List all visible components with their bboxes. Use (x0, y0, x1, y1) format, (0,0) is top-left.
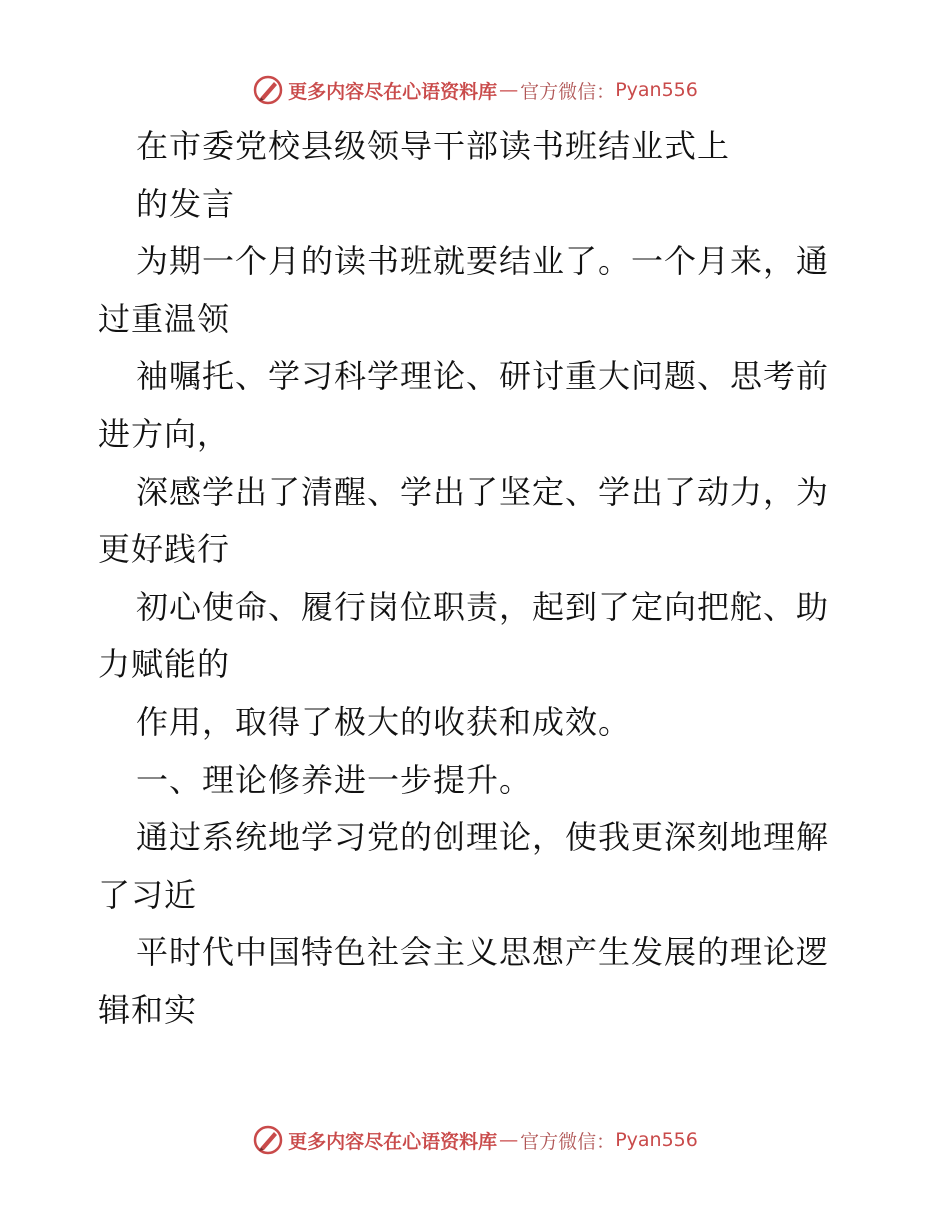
text-line: 力赋能的 (98, 645, 231, 684)
header-banner[interactable] (0, 70, 950, 110)
banner-wechat-label: 官方微信： (520, 1130, 616, 1153)
pen-logo-icon (252, 1124, 284, 1156)
text-line: 平时代中国特色社会主义思想产生发展的理论逻 (136, 933, 830, 972)
banner-wechat-id: Pyan556 (615, 79, 698, 101)
text-line: 进方向， (98, 414, 231, 453)
banner-site-text: 更多内容尽在心语资料库 (288, 80, 498, 103)
banner-separator: — (499, 79, 519, 101)
text-line: 的发言 (136, 184, 236, 223)
text-line: 深感学出了清醒、学出了坚定、学出了动力，为 (136, 472, 830, 511)
text-line: 通过系统地学习党的创理论，使我更深刻地理解 (136, 818, 830, 857)
text-line: 更好践行 (98, 530, 231, 569)
document-body (98, 118, 868, 1040)
text-line: 辑和实 (98, 990, 198, 1029)
text-line: 一、理论修养进一步提升。 (136, 760, 533, 799)
banner-site-text: 更多内容尽在心语资料库 (288, 1130, 498, 1153)
banner-wechat-label: 官方微信： (520, 80, 616, 103)
text-line: 袖嘱托、学习科学理论、研讨重大问题、思考前 (136, 357, 830, 396)
text-line: 初心使命、履行岗位职责，起到了定向把舵、助 (136, 587, 830, 626)
text-line: 在市委党校县级领导干部读书班结业式上 (136, 127, 731, 165)
banner-wechat-id: Pyan556 (615, 1129, 698, 1151)
footer-banner[interactable] (0, 1120, 950, 1160)
pen-logo-icon (252, 74, 284, 106)
text-line: 过重温领 (98, 299, 231, 338)
banner-separator: — (499, 1129, 519, 1151)
text-line: 了习近 (98, 875, 198, 914)
text-line: 作用，取得了极大的收获和成效。 (136, 702, 632, 741)
text-line: 为期一个月的读书班就要结业了。一个月来，通 (136, 242, 830, 281)
